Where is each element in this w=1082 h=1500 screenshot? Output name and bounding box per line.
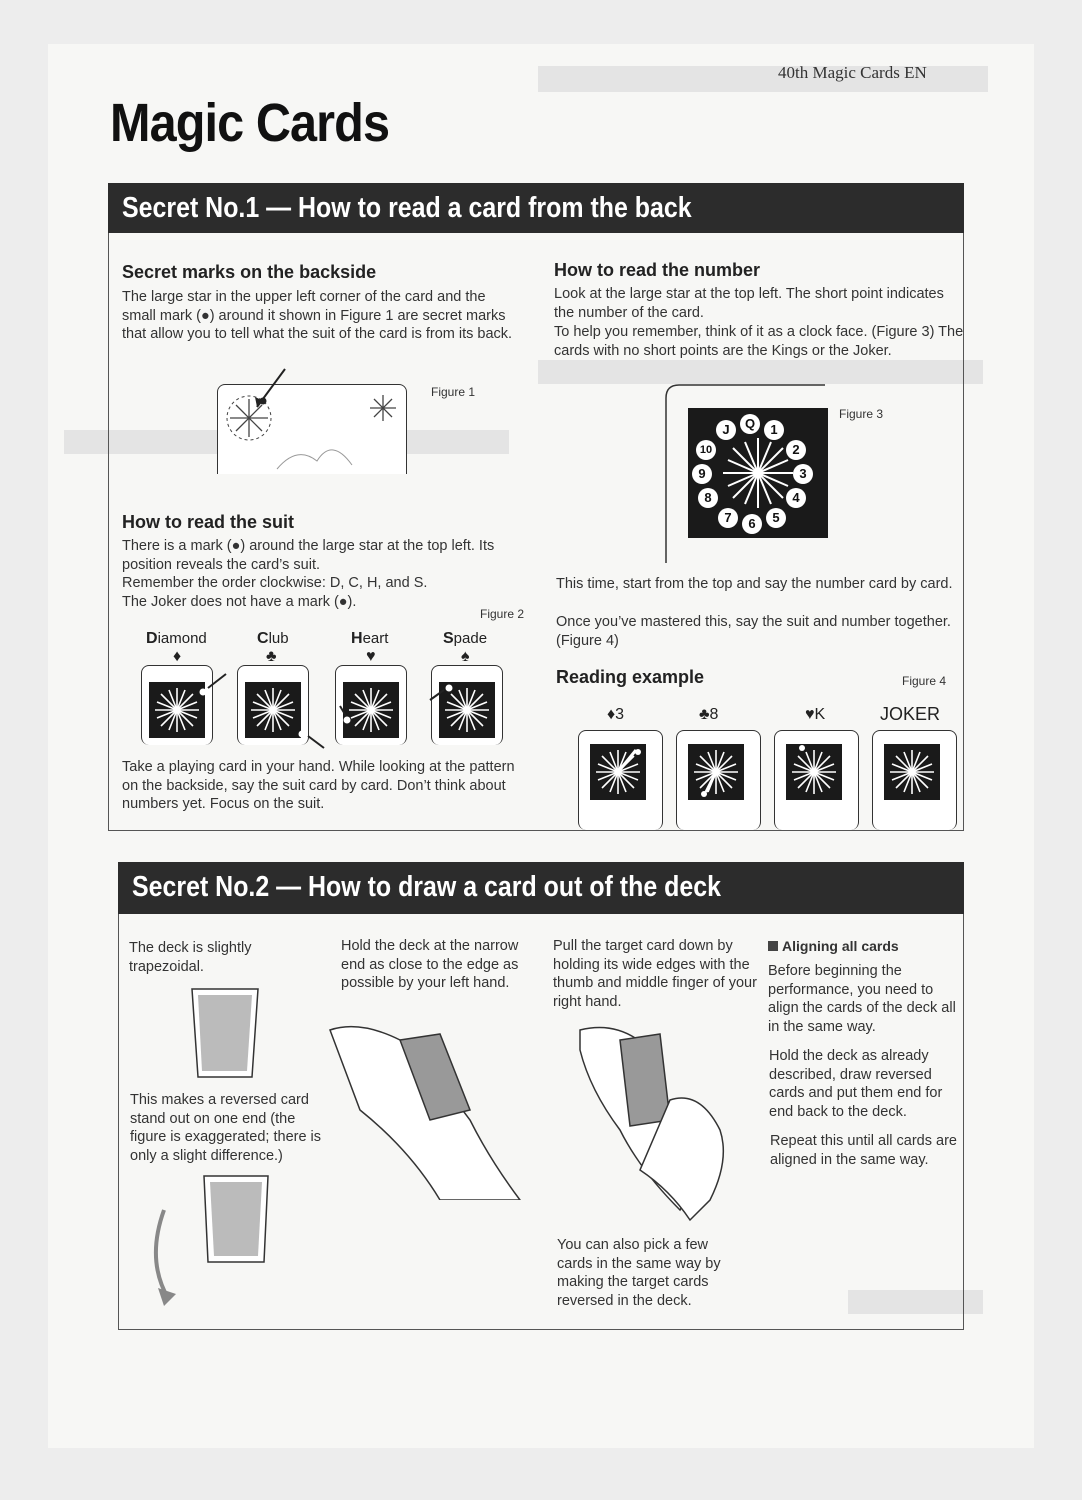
secret2-col1b: This makes a reversed card stand out on one end (the figure is exaggerated; there is only a slight difference.) bbox=[130, 1092, 322, 1164]
clock-label-10: 10 bbox=[696, 440, 716, 460]
next-step-body2: Once you’ve mastered this, say the suit and number together. (Figure 4) bbox=[556, 614, 951, 649]
figure1-caption: Figure 1 bbox=[431, 385, 476, 399]
suit-practice: Take a playing card in your hand. While looking at the pattern on the backside, say the suit card by card. Don’t think about numbers yet. Focus on the suit. bbox=[122, 759, 515, 812]
diamond-symbol: ♦ bbox=[173, 648, 182, 665]
clock-label-3: 3 bbox=[793, 464, 813, 484]
figure1-illustration bbox=[217, 365, 417, 475]
suit-label-diamond: Diamond bbox=[146, 630, 207, 647]
clock-label-1: 1 bbox=[764, 420, 784, 440]
figure3-caption: Figure 3 bbox=[839, 407, 884, 421]
secret2-col1a: The deck is slightly trapezoidal. bbox=[129, 940, 252, 975]
marks-body: The large star in the upper left corner of the card and the small mark (●) around it shown in Figure 1 are secret marks that allow you to tell what the suit of the card is from its back. bbox=[122, 289, 513, 342]
hand-pulling-card-illustration bbox=[560, 1010, 760, 1230]
marks-heading: Secret marks on the backside bbox=[122, 262, 377, 282]
trapezoid-deck-illustration bbox=[180, 985, 280, 1085]
square-bullet-icon bbox=[768, 941, 778, 951]
aligning-heading: Aligning all cards bbox=[768, 938, 899, 954]
suit-body2: Remember the order clockwise: D, C, H, and S. bbox=[122, 575, 428, 591]
document-tag: 40th Magic Cards EN bbox=[778, 63, 927, 82]
next-step-body1: This time, start from the top and say the number card by card. bbox=[556, 576, 953, 592]
spade-symbol: ♠ bbox=[461, 648, 470, 665]
suit-label-heart: Heart bbox=[351, 630, 389, 647]
figure2-caption: Figure 2 bbox=[480, 607, 525, 621]
example-label-club-8: ♣8 bbox=[699, 706, 719, 723]
example-heading: Reading example bbox=[556, 667, 705, 687]
clock-label-4: 4 bbox=[786, 488, 806, 508]
secret2-banner-text: Secret No.2 — How to draw a card out of the deck bbox=[132, 871, 721, 903]
clock-label-2: 2 bbox=[786, 440, 806, 460]
suit-body1: There is a mark (●) around the large star at the top left. Its position reveals the card’s suit. bbox=[122, 538, 495, 573]
example-label-joker: JOKER bbox=[880, 704, 941, 724]
number-body2: To help you remember, think of it as a clock face. (Figure 3) The cards with no short points are the Kings or the Joker. bbox=[554, 324, 964, 359]
page-title: Magic Cards bbox=[110, 93, 390, 153]
example-card-stars bbox=[578, 730, 963, 810]
secret1-banner-text: Secret No.1 — How to read a card from the back bbox=[122, 192, 692, 224]
number-heading: How to read the number bbox=[554, 260, 761, 280]
reversed-card-illustration bbox=[140, 1170, 300, 1330]
suit-cards-marks bbox=[140, 670, 520, 750]
clock-label-6: 6 bbox=[742, 514, 762, 534]
clock-label-q: Q bbox=[740, 414, 760, 434]
secret2-banner bbox=[118, 862, 964, 914]
secret2-col3b: You can also pick a few cards in the same way by making the target cards reversed in the deck. bbox=[557, 1237, 721, 1309]
clock-label-j: J bbox=[716, 420, 736, 440]
secret2-col4b: Hold the deck as already described, draw reversed cards and put them end for end back to the deck. bbox=[769, 1048, 943, 1120]
secret2-col2: Hold the deck at the narrow end as close to the edge as possible by your left hand. bbox=[341, 938, 519, 991]
suit-label-club: Club bbox=[257, 630, 289, 647]
figure4-caption: Figure 4 bbox=[902, 674, 947, 688]
suit-label-spade: Spade bbox=[443, 630, 488, 647]
clock-label-9: 9 bbox=[692, 464, 712, 484]
clock-label-7: 7 bbox=[718, 508, 738, 528]
secret2-col4c: Repeat this until all cards are aligned in the same way. bbox=[770, 1133, 957, 1168]
suit-body3: The Joker does not have a mark (●). bbox=[122, 594, 357, 610]
hand-holding-deck-illustration bbox=[320, 1000, 540, 1200]
heart-symbol: ♥ bbox=[366, 648, 376, 665]
suit-heading: How to read the suit bbox=[122, 512, 295, 532]
club-symbol: ♣ bbox=[266, 648, 277, 665]
clock-label-8: 8 bbox=[698, 488, 718, 508]
clock-label-5: 5 bbox=[766, 508, 786, 528]
number-body1: Look at the large star at the top left. The short point indicates the number of the card. bbox=[554, 286, 944, 321]
secret1-banner bbox=[108, 183, 964, 233]
example-label-heart-k: ♥K bbox=[805, 706, 826, 723]
secret2-col4a: Before beginning the performance, you need to align the cards of the deck all in the same way. bbox=[768, 963, 956, 1035]
secret2-col3: Pull the target card down by holding its wide edges with the thumb and middle finger of your right hand. bbox=[553, 938, 757, 1010]
example-label-diamond-3: ♦3 bbox=[607, 706, 625, 723]
